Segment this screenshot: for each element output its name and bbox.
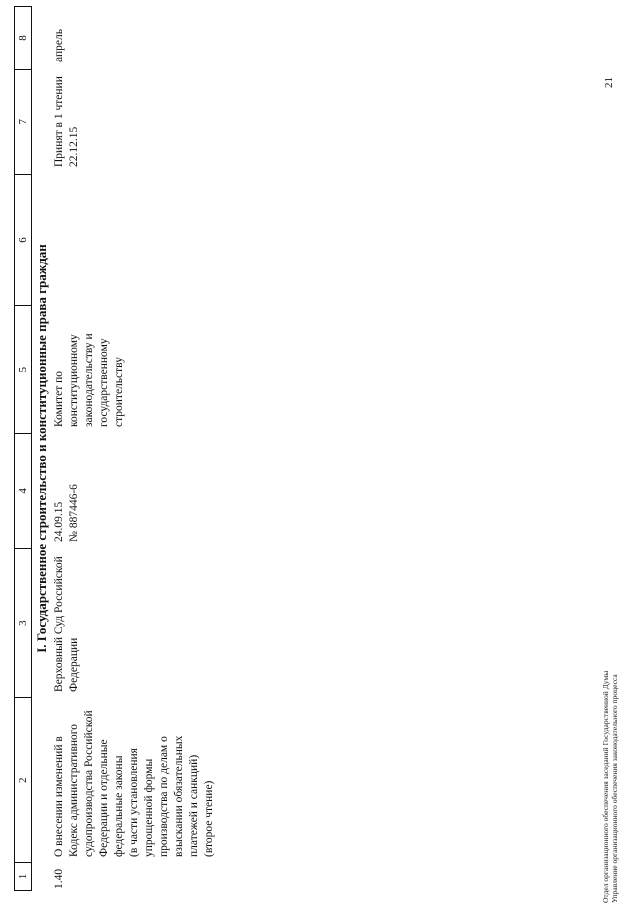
column-6-cell (52, 173, 217, 305)
bill-status: Принят в 1 чтении 22.12.15 (53, 76, 80, 167)
column-number-6: 6 (15, 174, 31, 306)
column-number-4: 4 (15, 433, 31, 548)
responsible-committee: Комитет по конституционному законодательству и государственному строительству (53, 333, 125, 427)
bill-date-number: 24.09.15 № 887446-6 (53, 484, 80, 542)
bill-table (14, 6, 217, 891)
column-number-3: 3 (15, 548, 31, 698)
column-number-7: 7 (15, 69, 31, 174)
planned-month: апрель (53, 29, 65, 62)
bill-initiator: Верховный Суд Российской Федерации (53, 556, 80, 692)
bill-title: О внесении изменений в Кодекс административного судопроизводства Российской Федерации и отдельные федеральные законы (в части установления упрощенной формы производства по делам о взыскании обязательных платежей и санкций) (второе чтение) (53, 710, 215, 857)
column-number-1: 1 (15, 862, 31, 890)
column-number-header (14, 6, 32, 891)
row-number: 1.40 (53, 868, 65, 889)
column-number-5: 5 (15, 305, 31, 433)
section-title: I. Государственное строительство и конституционные права граждан (34, 244, 49, 653)
column-number-2: 2 (15, 697, 31, 862)
column-number-8: 8 (17, 35, 29, 41)
page-number: 21 (603, 77, 615, 88)
table-row (52, 6, 217, 891)
page-footer: Отдел организационного обеспечения заседаний Государственной Думы Управление организационного обеспечения законодательного процесса (601, 670, 619, 903)
